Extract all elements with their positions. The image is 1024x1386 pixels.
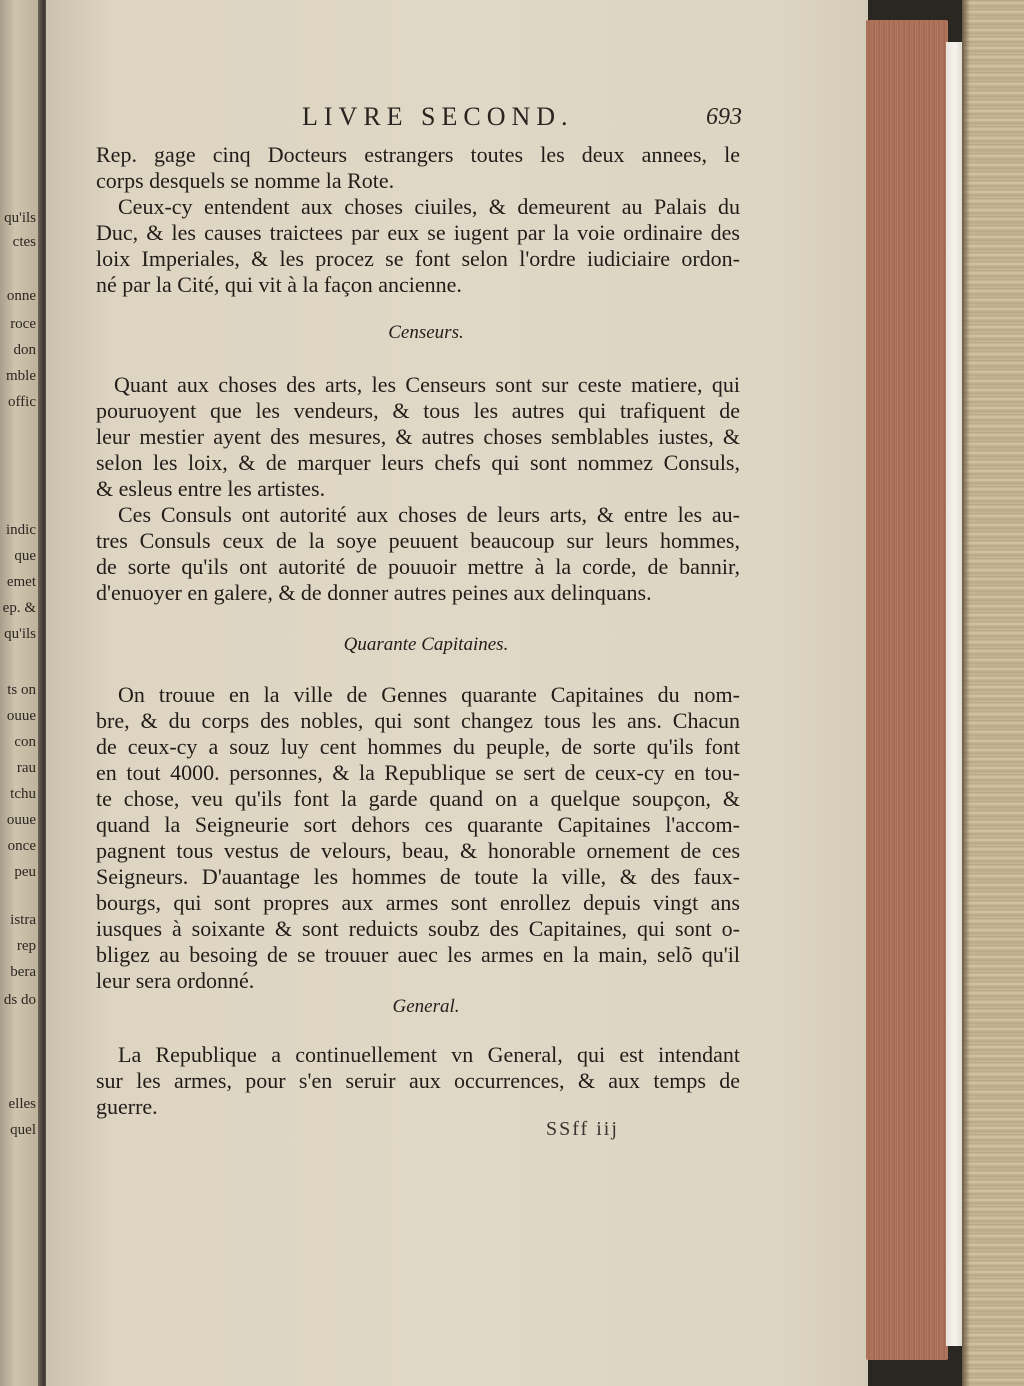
left-page-fragment: once [7, 838, 36, 854]
left-page-fragment: roce [10, 316, 36, 332]
left-page-fragment: onne [6, 288, 36, 304]
section-heading-general: General. [392, 996, 460, 1017]
text-line: leur sera ordonné. [96, 968, 255, 993]
section-heading-capitaines: Quarante Capitaines. [343, 634, 509, 655]
left-page-fragment: offic [7, 394, 36, 410]
text-line: & esleus entre les artistes. [96, 476, 326, 501]
text-line: leur mestier ayent des mesures, & autres choses semblables iustes, & [96, 424, 740, 449]
left-page-fragment: qu'ils [4, 210, 36, 226]
text-line: Seigneurs. D'auantage les hommes de toute la ville, & des faux- [96, 864, 740, 889]
text-line: pouruoyent que les vendeurs, & tous les autres qui trafiquent de [96, 398, 740, 423]
text-line: bligez au besoing de se trouuer auec les armes en la main, selõ qu'il [96, 942, 740, 967]
text-line: quand la Seigneurie sort dehors ces quarante Capitaines l'accom- [96, 812, 740, 837]
text-line: corps desquels se nomme la Rote. [96, 168, 395, 193]
left-page-fragment: rau [16, 760, 36, 776]
left-page-fragment: que [14, 548, 36, 564]
left-page-fragment: ctes [12, 234, 36, 250]
page-number: 693 [706, 104, 742, 130]
left-page-fragment: ouue [6, 708, 36, 724]
left-page-fragment: istra [10, 912, 36, 928]
left-page-fragment: qu'ils [4, 626, 36, 642]
text-line: de ceux-cy a souz luy cent hommes du peuple, de sorte qu'ils font [96, 734, 740, 759]
left-page-fragment: ouue [6, 812, 36, 828]
text-line: d'enuoyer en galere, & de donner autres peines aux delinquans. [96, 580, 652, 605]
signature-mark: SSff iij [546, 1118, 619, 1140]
text-line: sur les armes, pour s'en seruir aux occurrences, & aux temps de [96, 1068, 740, 1093]
text-line: Ceux-cy entendent aux choses ciuiles, & demeurent au Palais du [118, 194, 740, 219]
left-page-fragment: ds do [3, 992, 36, 1008]
text-line: Rep. gage cinq Docteurs estrangers toutes les deux annees, le [96, 142, 740, 167]
facing-left-page [0, 0, 38, 1386]
text-line: tres Consuls ceux de la soye peuuent beaucoup sur leurs hommes, [96, 528, 740, 553]
left-page-fragment: ep. & [2, 600, 36, 616]
text-line: de sorte qu'ils ont autorité de pouuoir mettre à la corde, de bannir, [96, 554, 740, 579]
page-edges [866, 20, 948, 1360]
left-page-fragment: indic [6, 522, 36, 538]
right-page [46, 0, 868, 1386]
left-page-fragment: con [14, 734, 36, 750]
text-line: guerre. [96, 1094, 158, 1119]
left-page-fragment: mble [6, 368, 36, 384]
text-line: Quant aux choses des arts, les Censeurs sont sur ceste matiere, qui [114, 372, 740, 397]
left-page-fragment: ts on [7, 682, 36, 698]
section-heading-censeurs: Censeurs. [388, 322, 464, 343]
text-line: La Republique a continuellement vn General, qui est intendant [118, 1042, 740, 1067]
left-page-fragment: bera [10, 964, 36, 980]
running-head: LIVRE SECOND. [302, 102, 574, 131]
left-page-fragment: emet [6, 574, 36, 590]
text-line: Ces Consuls ont autorité aux choses de leurs arts, & entre les au- [118, 502, 740, 527]
cover-shadow [962, 0, 970, 1386]
text-line: loix Imperiales, & les procez se font selon l'ordre iudiciaire ordon- [96, 246, 740, 271]
text-line: bre, & du corps des nobles, qui sont changez tous les ans. Chacun [96, 708, 740, 733]
text-line: iusques à soixante & sont reduicts soubz des Capitaines, qui sont o- [96, 916, 740, 941]
text-line: te chose, veu qu'ils font la garde quand on a quelque soupçon, & [96, 786, 740, 811]
text-line: né par la Cité, qui vit à la façon ancienne. [96, 272, 462, 297]
left-page-fragment: tchu [10, 786, 36, 802]
text-line: bourgs, qui sont propres aux armes sont enrollez depuis vingt ans [96, 890, 740, 915]
text-line: On trouue en la ville de Gennes quarante Capitaines du nom- [118, 682, 740, 707]
left-page-fragment: elles [8, 1096, 36, 1112]
left-page-fragment: rep [16, 938, 36, 954]
left-page-fragment: don [13, 342, 36, 358]
text-line: en tout 4000. personnes, & la Republique se sert de ceux-cy en tou- [96, 760, 740, 785]
left-page-fragment: peu [14, 864, 36, 880]
left-page-fragment: quel [10, 1122, 36, 1138]
book-cover [962, 0, 1024, 1386]
text-line: selon les loix, & de marquer leurs chefs qui sont nommez Consuls, [96, 450, 740, 475]
text-line: Duc, & les causes traictees par eux se iugent par la voie ordinaire des [96, 220, 740, 245]
text-line: pagnent tous vestus de velours, beau, & honorable ornement de ces [96, 838, 740, 863]
